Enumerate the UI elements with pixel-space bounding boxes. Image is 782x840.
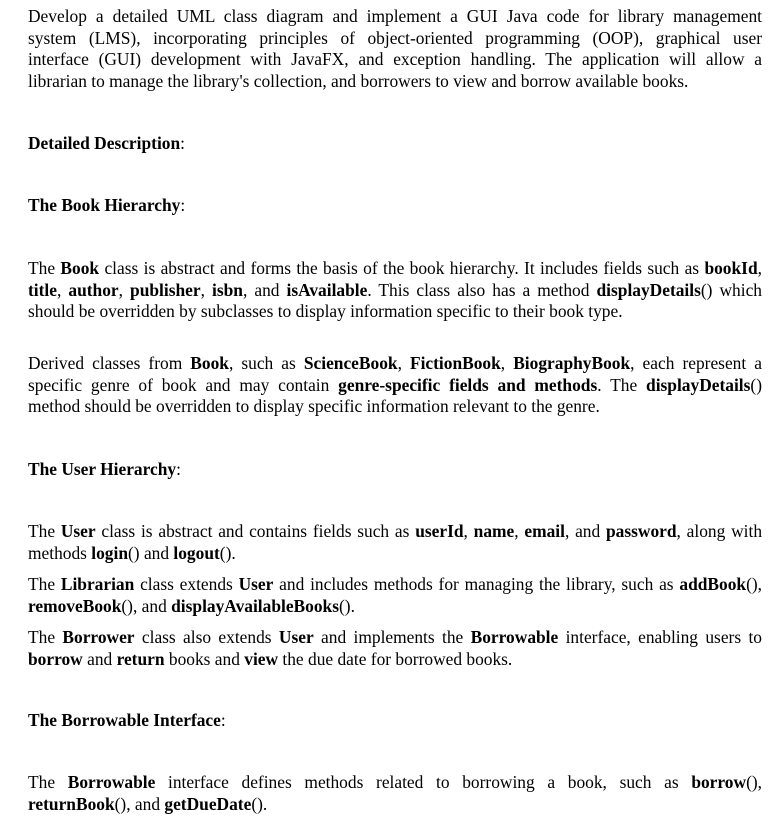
text-run: Derived classes from	[28, 353, 191, 373]
text-run: ().	[338, 595, 355, 616]
bold-term: User	[278, 627, 314, 647]
bold-term: login	[91, 542, 129, 563]
heading-colon: :	[220, 710, 226, 730]
text-run: ,	[397, 353, 410, 373]
bold-term: returnBook	[28, 793, 115, 814]
text-run: the due date for borrowed books.	[278, 648, 513, 669]
text-run: . The	[597, 374, 647, 395]
bold-term: BiographyBook	[513, 353, 631, 373]
text-run: and	[82, 648, 117, 669]
bold-term: genre-specific fields and methods	[338, 374, 598, 395]
bold-term: password	[605, 521, 677, 541]
bold-term: email	[524, 521, 565, 541]
bold-term: Book	[190, 353, 229, 373]
heading-colon: :	[176, 459, 181, 479]
text-run: ,	[200, 279, 212, 300]
bold-term: User	[60, 521, 96, 541]
text-run: (),	[746, 772, 762, 792]
text-run: (),	[746, 574, 763, 594]
text-run: and includes methods for managing the library, such as	[273, 574, 680, 594]
text-run: interface defines methods related to borrowing a book, such as	[155, 772, 692, 792]
text-run: () and	[128, 542, 174, 563]
text-run: ,	[500, 353, 514, 373]
text-run: , and	[242, 279, 287, 300]
heading-borrowable-interface	[28, 710, 762, 732]
text-run: The	[28, 574, 61, 594]
intro-line-4: librarian to manage the library's collection, and borrowers to view and borrow available books.	[28, 70, 689, 91]
borrowable-paragraph	[28, 772, 762, 815]
bold-term: removeBook	[28, 595, 122, 616]
text-run: . This class also has a method	[367, 279, 597, 300]
bold-term: userId	[415, 521, 464, 541]
heading-colon: :	[180, 133, 185, 153]
text-run: class extends	[134, 574, 239, 594]
heading-text: The Borrowable Interface	[28, 710, 221, 730]
text-run: and implements the	[313, 627, 471, 647]
bold-term: Borrower	[62, 627, 135, 647]
text-run: The	[28, 521, 61, 541]
bold-term: User	[238, 574, 274, 594]
text-run: class also extends	[134, 627, 279, 647]
text-run: The	[28, 772, 68, 792]
text-run: , such as	[228, 353, 304, 373]
text-run: , and	[564, 521, 606, 541]
bold-term: isAvailable	[286, 279, 368, 300]
book-paragraph-2	[28, 353, 762, 418]
bold-term: Borrowable	[470, 627, 559, 647]
heading-text: Detailed Description	[28, 133, 181, 153]
user-paragraph-1	[28, 521, 762, 564]
bold-term: displayDetails	[596, 279, 701, 300]
text-run: (), and	[121, 595, 172, 616]
text-run: ().	[251, 793, 268, 814]
bold-term: isbn	[212, 279, 243, 300]
bold-term: bookId	[704, 258, 758, 278]
bold-term: return	[116, 648, 165, 669]
heading-book-hierarchy	[28, 195, 762, 217]
text-run: () which should be overridden by subclasses to display information specific to their book type.	[28, 279, 763, 321]
bold-term: author	[68, 279, 119, 300]
intro-line-2: system (LMS), incorporating principles of object-oriented programming (OOP), graphical user	[28, 27, 762, 48]
text-run: , each represent a specific genre of book and may contain	[28, 353, 762, 395]
text-run: The	[28, 627, 63, 647]
intro-line-1: Develop a detailed UML class diagram and implement a GUI Java code for library management	[28, 6, 762, 26]
bold-term: view	[244, 648, 279, 669]
text-run: class is abstract and forms the basis of the book hierarchy. It includes fields such as	[99, 258, 705, 278]
heading-colon: :	[180, 195, 186, 215]
text-run: books and	[164, 648, 245, 669]
bold-term: getDueDate	[164, 793, 252, 814]
user-paragraph-2	[28, 574, 762, 617]
bold-term: Borrowable	[67, 772, 156, 792]
text-run: The	[28, 258, 61, 278]
bold-term: name	[473, 521, 515, 541]
heading-text: The Book Hierarchy	[28, 195, 181, 215]
bold-term: logout	[173, 542, 220, 563]
text-run: ,	[757, 258, 762, 278]
text-run: ,	[56, 279, 69, 300]
bold-term: displayDetails	[646, 374, 751, 395]
heading-text: The User Hierarchy	[28, 459, 177, 479]
text-run: , along with methods	[28, 521, 763, 563]
user-paragraph-3	[28, 627, 762, 670]
bold-term: publisher	[130, 279, 201, 300]
bold-term: addBook	[679, 574, 747, 594]
text-run: interface, enabling users to	[558, 627, 762, 647]
bold-term: title	[28, 279, 57, 300]
text-run: () method should be overridden to display specific information relevant to the genre.	[28, 374, 762, 416]
text-run: ,	[118, 279, 131, 300]
intro-paragraph	[28, 6, 762, 92]
text-run: class is abstract and contains fields such as	[95, 521, 416, 541]
bold-term: FictionBook	[409, 353, 501, 373]
text-run: ().	[219, 542, 236, 563]
intro-line-3: interface (GUI) development with JavaFX, and exception handling. The application will allow a	[28, 49, 762, 69]
bold-term: borrow	[28, 648, 83, 669]
bold-term: ScienceBook	[303, 353, 398, 373]
bold-term: Librarian	[60, 574, 135, 594]
heading-detailed-description	[28, 133, 762, 155]
text-run: ,	[463, 521, 474, 541]
text-run: ,	[514, 521, 525, 541]
bold-term: displayAvailableBooks	[171, 595, 339, 616]
bold-term: borrow	[691, 772, 747, 792]
text-run: (), and	[114, 793, 165, 814]
bold-term: Book	[60, 258, 100, 278]
book-paragraph-1	[28, 258, 762, 323]
heading-user-hierarchy	[28, 459, 762, 481]
